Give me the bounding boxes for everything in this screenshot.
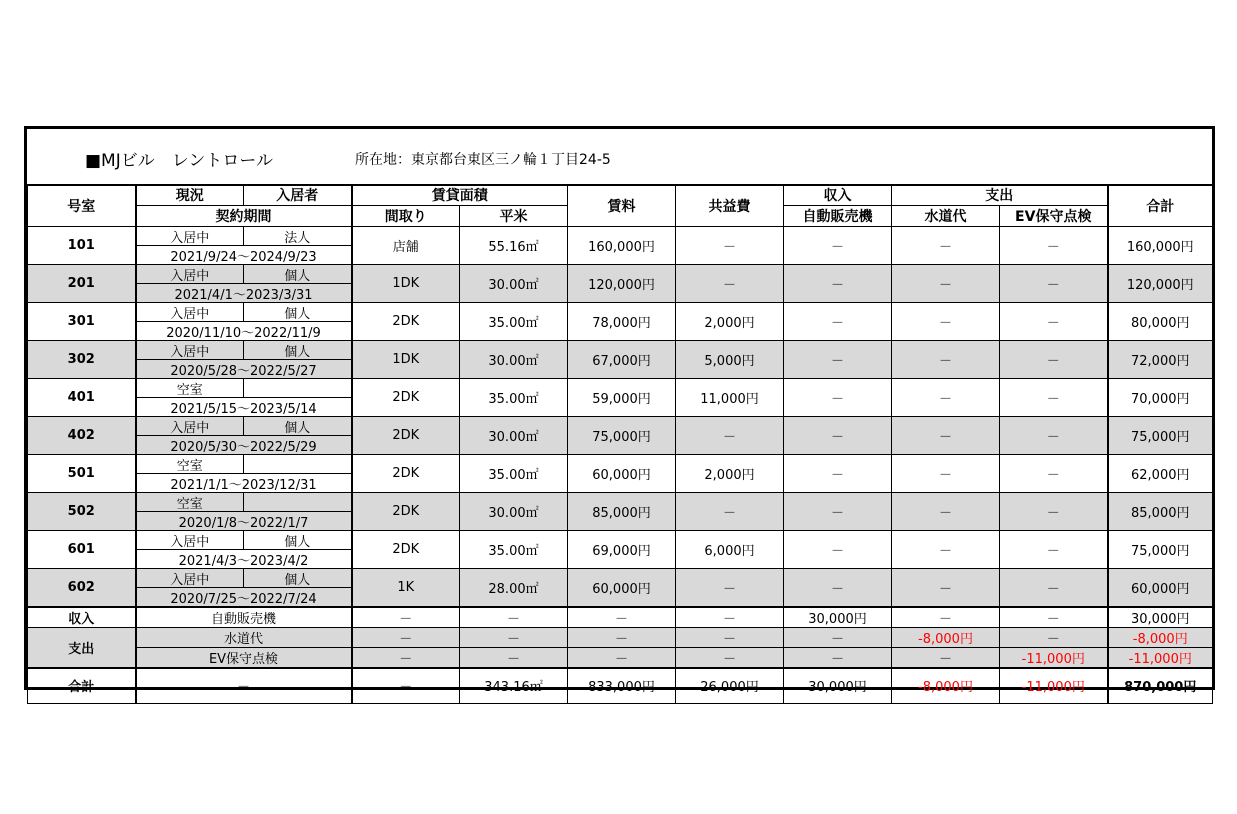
layout: 2DK [352, 379, 460, 417]
ev-maintenance: － [1000, 303, 1108, 341]
status: 空室 [137, 455, 245, 473]
total-water: -8,000円 [892, 668, 1000, 703]
total-item: － [136, 668, 352, 703]
row-total: 80,000円 [1108, 303, 1213, 341]
ev-maintenance: － [1000, 455, 1108, 493]
sqm: 35.00㎡ [460, 303, 568, 341]
vending: － [784, 379, 892, 417]
sqm: 30.00㎡ [460, 417, 568, 455]
tenant-type: 個人 [284, 573, 311, 588]
room-number: 501 [28, 455, 136, 493]
rent: 69,000円 [568, 531, 676, 569]
status: 入居中 [137, 569, 245, 587]
contract-period: 2020/7/25～2022/7/24 [137, 587, 351, 606]
tenant-type: 個人 [284, 307, 311, 322]
table-row [28, 493, 1213, 531]
water: － [892, 531, 1000, 569]
expense-sqm: － [460, 648, 568, 669]
header-rent: 賃料 [568, 185, 676, 227]
expense-water: － [892, 648, 1000, 669]
total-vending: 30,000円 [784, 668, 892, 703]
status-contract-cell [136, 379, 352, 417]
status-contract-cell [136, 569, 352, 608]
vending: － [784, 227, 892, 265]
vending: － [784, 531, 892, 569]
status-contract-cell [136, 417, 352, 455]
header-tenant: 入居者 [276, 188, 319, 204]
expense-ev: － [1000, 628, 1108, 648]
expense-layout: － [352, 648, 460, 669]
vending: － [784, 341, 892, 379]
expense-vending: － [784, 628, 892, 648]
row-total: 120,000円 [1108, 265, 1213, 303]
expense-item: 水道代 [136, 628, 352, 648]
water: － [892, 417, 1000, 455]
vending: － [784, 569, 892, 608]
status-contract-cell [136, 493, 352, 531]
table-row [28, 531, 1213, 569]
expense-sqm: － [460, 628, 568, 648]
tenant-type: 個人 [284, 535, 311, 550]
sqm: 35.00㎡ [460, 455, 568, 493]
sheet-title: ■MJビル レントロール [85, 151, 273, 171]
header-contract: 契約期間 [136, 206, 352, 227]
income-rent: － [568, 607, 676, 628]
common-fee: 2,000円 [676, 455, 784, 493]
layout: 2DK [352, 531, 460, 569]
rent: 60,000円 [568, 455, 676, 493]
room-number: 601 [28, 531, 136, 569]
room-number: 401 [28, 379, 136, 417]
header-common: 共益費 [676, 185, 784, 227]
table-row [28, 341, 1213, 379]
header-income: 収入 [784, 185, 892, 206]
income-water: － [892, 607, 1000, 628]
status-contract-cell [136, 265, 352, 303]
income-vending: 30,000円 [784, 607, 892, 628]
expense-common: － [676, 628, 784, 648]
income-layout: － [352, 607, 460, 628]
room-number: 101 [28, 227, 136, 265]
water: － [892, 455, 1000, 493]
income-ev: － [1000, 607, 1108, 628]
expense-item: EV保守点検 [136, 648, 352, 669]
row-total: 75,000円 [1108, 531, 1213, 569]
table-row [28, 379, 1213, 417]
water: － [892, 379, 1000, 417]
water: － [892, 227, 1000, 265]
status-contract-cell [136, 455, 352, 493]
status-contract-cell [136, 341, 352, 379]
common-fee: 6,000円 [676, 531, 784, 569]
row-total: 75,000円 [1108, 417, 1213, 455]
total-layout: － [352, 668, 460, 703]
expense-label: 支出 [28, 628, 136, 669]
total-ev: -11,000円 [1000, 668, 1108, 703]
sqm: 35.00㎡ [460, 531, 568, 569]
common-fee: 2,000円 [676, 303, 784, 341]
table-row [28, 265, 1213, 303]
tenant-type: 法人 [284, 231, 311, 246]
row-total: 85,000円 [1108, 493, 1213, 531]
expense-vending: － [784, 648, 892, 669]
status: 空室 [137, 379, 245, 397]
rent: 78,000円 [568, 303, 676, 341]
rent: 160,000円 [568, 227, 676, 265]
header-expense: 支出 [892, 185, 1108, 206]
sqm: 28.00㎡ [460, 569, 568, 608]
rent: 67,000円 [568, 341, 676, 379]
contract-period: 2020/1/8～2022/1/7 [137, 511, 351, 530]
row-total: 70,000円 [1108, 379, 1213, 417]
sqm: 55.16㎡ [460, 227, 568, 265]
room-number: 302 [28, 341, 136, 379]
expense-common: － [676, 648, 784, 669]
room-number: 502 [28, 493, 136, 531]
header-vending: 自動販売機 [784, 206, 892, 227]
row-total: 160,000円 [1108, 227, 1213, 265]
layout: 2DK [352, 303, 460, 341]
common-fee: 5,000円 [676, 341, 784, 379]
expense-rent: － [568, 628, 676, 648]
tenant-type: 個人 [284, 345, 311, 360]
status: 入居中 [137, 227, 245, 245]
grand-total: 870,000円 [1108, 668, 1213, 703]
rent: 60,000円 [568, 569, 676, 608]
tenant-type [244, 379, 351, 397]
tenant-type [244, 493, 351, 511]
status: 入居中 [137, 417, 245, 435]
layout: 1DK [352, 265, 460, 303]
contract-period: 2020/5/30～2022/5/29 [137, 435, 351, 454]
water: － [892, 265, 1000, 303]
sqm: 35.00㎡ [460, 379, 568, 417]
expense-rent: － [568, 648, 676, 669]
header-room: 号室 [28, 185, 136, 227]
ev-maintenance: － [1000, 379, 1108, 417]
room-number: 201 [28, 265, 136, 303]
common-fee: － [676, 265, 784, 303]
status-contract-cell [136, 531, 352, 569]
water: － [892, 303, 1000, 341]
table-row [28, 303, 1213, 341]
income-common: － [676, 607, 784, 628]
total-rent: 833,000円 [568, 668, 676, 703]
expense-water: -8,000円 [892, 628, 1000, 648]
header-status-tenant [136, 185, 352, 206]
ev-maintenance: － [1000, 227, 1108, 265]
layout: 2DK [352, 417, 460, 455]
title-bar [27, 129, 1212, 186]
header-ev: EV保守点検 [1000, 206, 1108, 227]
tenant-type: 個人 [284, 421, 311, 436]
rent: 59,000円 [568, 379, 676, 417]
ev-maintenance: － [1000, 531, 1108, 569]
layout: 2DK [352, 493, 460, 531]
sqm: 30.00㎡ [460, 341, 568, 379]
ev-maintenance: － [1000, 341, 1108, 379]
common-fee: － [676, 417, 784, 455]
contract-period: 2021/1/1～2023/12/31 [137, 473, 351, 492]
contract-period: 2020/5/28～2022/5/27 [137, 359, 351, 378]
layout: 2DK [352, 455, 460, 493]
expense-ev: -11,000円 [1000, 648, 1108, 669]
total-common: 26,000円 [676, 668, 784, 703]
expense-layout: － [352, 628, 460, 648]
status-contract-cell [136, 227, 352, 265]
expense-total: -8,000円 [1108, 628, 1213, 648]
income-total: 30,000円 [1108, 607, 1213, 628]
header-layout: 間取り [352, 206, 460, 227]
status: 入居中 [137, 531, 245, 549]
sqm: 30.00㎡ [460, 265, 568, 303]
layout: 1K [352, 569, 460, 608]
status-contract-cell [136, 303, 352, 341]
ev-maintenance: － [1000, 493, 1108, 531]
table-row [28, 455, 1213, 493]
water: － [892, 569, 1000, 608]
rent-roll-sheet [24, 126, 1215, 696]
contract-period: 2021/4/3～2023/4/2 [137, 549, 351, 568]
income-label: 収入 [28, 607, 136, 628]
header-sqm: 平米 [460, 206, 568, 227]
water: － [892, 493, 1000, 531]
status: 空室 [137, 493, 245, 511]
common-fee: － [676, 493, 784, 531]
ev-maintenance: － [1000, 417, 1108, 455]
ev-maintenance: － [1000, 569, 1108, 608]
header-status: 現況 [137, 185, 245, 205]
layout: 店舗 [352, 227, 460, 265]
sqm: 30.00㎡ [460, 493, 568, 531]
row-total: 60,000円 [1108, 569, 1213, 608]
status: 入居中 [137, 265, 245, 283]
property-address: 所在地：東京都台東区三ノ輪１丁目24-5 [355, 152, 611, 168]
tenant-type [244, 455, 351, 473]
ev-maintenance: － [1000, 265, 1108, 303]
vending: － [784, 455, 892, 493]
row-total: 62,000円 [1108, 455, 1213, 493]
common-fee: － [676, 569, 784, 608]
header-total: 合計 [1108, 185, 1213, 227]
header-water: 水道代 [892, 206, 1000, 227]
rent: 85,000円 [568, 493, 676, 531]
vending: － [784, 417, 892, 455]
expense-total: -11,000円 [1108, 648, 1213, 669]
table-row [28, 227, 1213, 265]
income-sqm: － [460, 607, 568, 628]
status: 入居中 [137, 303, 245, 321]
rent: 75,000円 [568, 417, 676, 455]
table-row [28, 417, 1213, 455]
header-area: 賃貸面積 [352, 185, 568, 206]
contract-period: 2021/4/1～2023/3/31 [137, 283, 351, 302]
status: 入居中 [137, 341, 245, 359]
rent: 120,000円 [568, 265, 676, 303]
layout: 1DK [352, 341, 460, 379]
contract-period: 2021/9/24～2024/9/23 [137, 245, 351, 264]
room-number: 602 [28, 569, 136, 608]
water: － [892, 341, 1000, 379]
vending: － [784, 303, 892, 341]
rent-roll-table [27, 184, 1213, 704]
room-number: 301 [28, 303, 136, 341]
room-number: 402 [28, 417, 136, 455]
total-label: 合計 [28, 668, 136, 703]
total-sqm: 343.16㎡ [460, 668, 568, 703]
table-row [28, 569, 1213, 608]
contract-period: 2020/11/10～2022/11/9 [137, 321, 351, 340]
income-item: 自動販売機 [136, 607, 352, 628]
tenant-type: 個人 [284, 269, 311, 284]
vending: － [784, 265, 892, 303]
common-fee: 11,000円 [676, 379, 784, 417]
contract-period: 2021/5/15～2023/5/14 [137, 397, 351, 416]
row-total: 72,000円 [1108, 341, 1213, 379]
common-fee: － [676, 227, 784, 265]
vending: － [784, 493, 892, 531]
